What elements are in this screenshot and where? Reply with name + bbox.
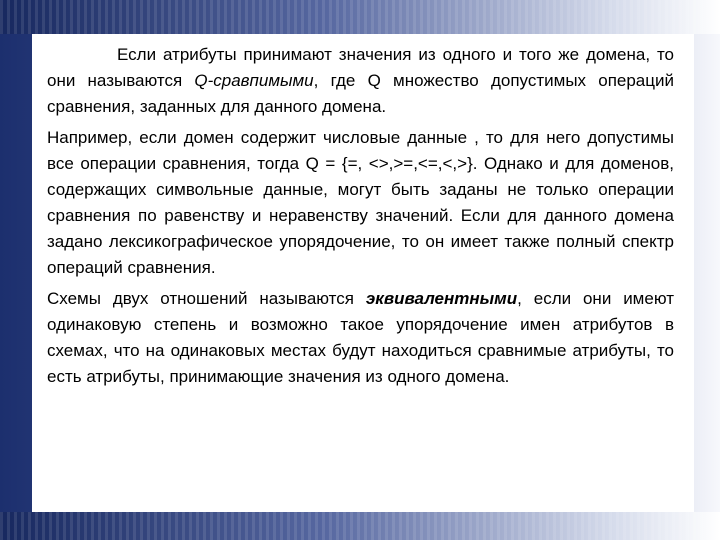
paragraph-1-text-after: , где Q множество допустимых операций сравнения, заданных для данного домена. <box>47 71 674 116</box>
paragraph-equivalent-schemes <box>47 286 674 390</box>
background-band-top <box>0 0 720 34</box>
slide-content-panel <box>32 34 694 512</box>
paragraph-example <box>47 125 674 281</box>
background-band-bottom <box>0 512 720 540</box>
term-equivalent: эквивалентными <box>365 289 518 308</box>
term-q-comparable: Q-сравпимыми <box>194 71 314 90</box>
paragraph-1-text-before: Если атрибуты принимают значения из одного и того же домена, то они называются <box>47 45 674 90</box>
paragraph-3-text-before: Схемы двух отношений называются <box>47 289 366 308</box>
paragraph-q-comparable <box>47 42 674 120</box>
paragraph-3-text-after: , если они имеют одинаковую степень и возможно такое упорядочение имен атрибутов в схемах, что на одинаковых местах будут находиться сравнимые атрибуты, то есть атрибуты, принимающие значения из одного домена. <box>47 289 674 386</box>
paragraph-2-text: Например, если домен содержит числовые данные , то для него допустимы все операции сравнения, тогда Q = {=, <>,>=,<=,<,>}. Однако и для доменов, содержащих символьные данные, могут быть заданы не только операции сравнения по равенству и неравенству значений. Если для данного домена задано лексикографическое упорядочение, то он имеет также полный спектр операций сравнения. <box>47 128 674 277</box>
